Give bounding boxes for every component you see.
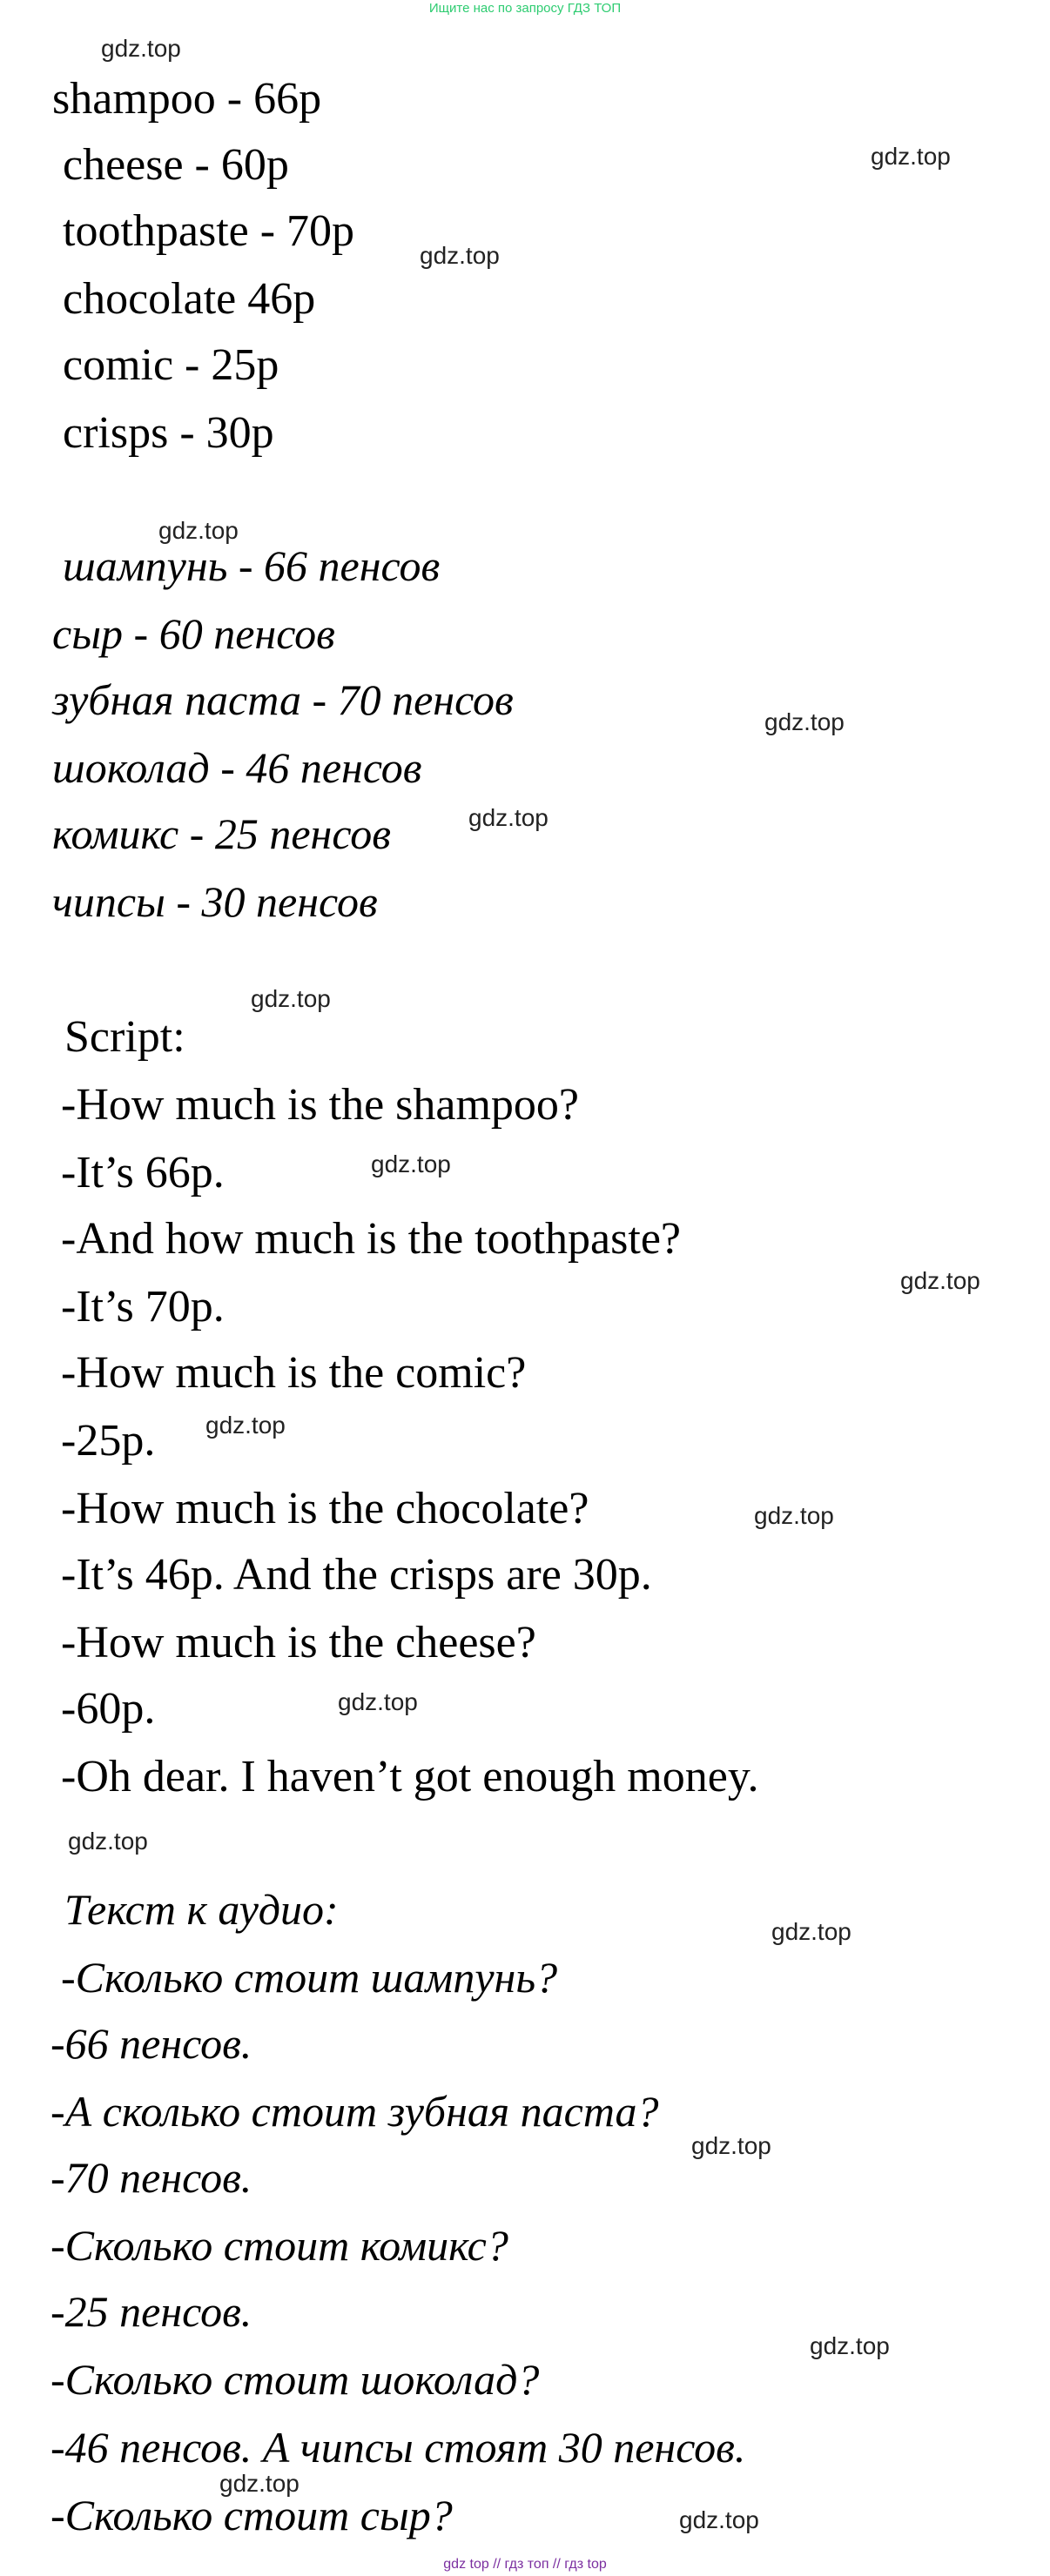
script-line: -How much is the cheese?	[61, 1618, 536, 1667]
footer-links: gdz top // гдз топ // гдз top	[443, 2557, 607, 2572]
price-line-en: cheese - 60p	[63, 140, 289, 190]
watermark: gdz.top	[764, 708, 845, 735]
price-line-en: shampoo - 66p	[52, 74, 322, 124]
watermark: gdz.top	[691, 2132, 771, 2159]
script-line: -How much is the chocolate?	[61, 1484, 589, 1533]
script-line: -60p.	[61, 1684, 156, 1734]
watermark: gdz.top	[219, 2470, 300, 2497]
audio-line: -Сколько стоит сыр?	[50, 2491, 453, 2539]
script-line: -25p.	[61, 1416, 156, 1466]
price-line-ru: комикс - 25 пенсов	[52, 809, 391, 858]
audio-line: -Сколько стоит шампунь?	[61, 1953, 558, 2002]
script-line: -It’s 66p.	[61, 1148, 225, 1197]
watermark: gdz.top	[68, 1828, 148, 1855]
watermark: gdz.top	[679, 2506, 759, 2533]
watermark: gdz.top	[810, 2332, 890, 2359]
script-line: -And how much is the toothpaste?	[61, 1214, 681, 1264]
price-line-en: chocolate 46p	[63, 274, 316, 324]
price-line-ru: зубная паста - 70 пенсов	[52, 675, 514, 724]
price-line-ru: сыр - 60 пенсов	[52, 609, 335, 658]
audio-line: -А сколько стоит зубная паста?	[50, 2087, 659, 2136]
price-line-en: crisps - 30p	[63, 408, 274, 458]
watermark: gdz.top	[754, 1502, 834, 1529]
watermark: gdz.top	[101, 35, 181, 62]
top-banner: Ищите нас по запросу ГДЗ ТОП	[428, 1, 622, 16]
audio-line: -Сколько стоит шоколад?	[50, 2355, 540, 2404]
watermark: gdz.top	[371, 1150, 451, 1177]
price-line-ru: шоколад - 46 пенсов	[52, 743, 422, 792]
price-line-en: comic - 25p	[63, 340, 279, 390]
watermark: gdz.top	[771, 1918, 851, 1945]
audio-line: -66 пенсов.	[50, 2019, 252, 2068]
audio-line: -70 пенсов.	[50, 2153, 252, 2202]
watermark: gdz.top	[158, 517, 239, 544]
audio-line: -25 пенсов.	[50, 2287, 252, 2336]
audio-line: -46 пенсов. А чипсы стоят 30 пенсов.	[50, 2423, 746, 2472]
script-line: -It’s 70p.	[61, 1282, 225, 1332]
audio-heading: Текст к аудио:	[64, 1885, 339, 1934]
script-line: -How much is the shampoo?	[61, 1080, 580, 1130]
watermark: gdz.top	[468, 804, 549, 831]
script-line: -Oh dear. I haven’t got enough money.	[61, 1752, 759, 1801]
script-line: -It’s 46p. And the crisps are 30p.	[61, 1550, 652, 1600]
price-line-ru: чипсы - 30 пенсов	[52, 877, 378, 926]
watermark: gdz.top	[420, 242, 500, 269]
audio-line: -Сколько стоит комикс?	[50, 2221, 508, 2270]
script-heading: Script:	[64, 1012, 185, 1062]
watermark: gdz.top	[871, 143, 951, 170]
price-line-ru: шампунь - 66 пенсов	[63, 541, 441, 590]
watermark: gdz.top	[251, 985, 331, 1012]
script-line: -How much is the comic?	[61, 1348, 527, 1398]
watermark: gdz.top	[900, 1267, 980, 1294]
watermark: gdz.top	[205, 1412, 286, 1439]
price-line-en: toothpaste - 70p	[63, 206, 355, 256]
watermark: gdz.top	[338, 1688, 418, 1715]
